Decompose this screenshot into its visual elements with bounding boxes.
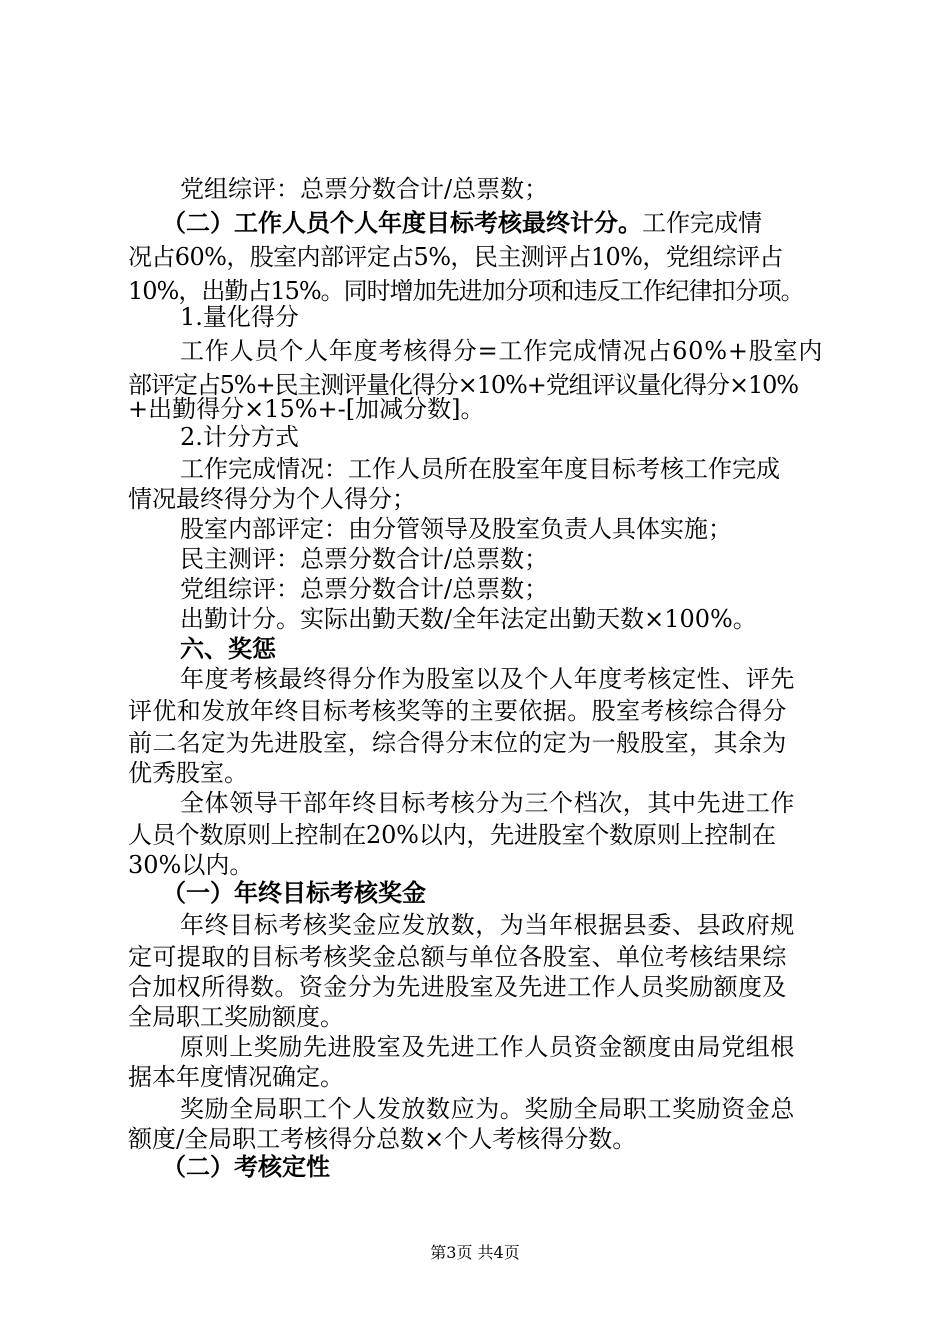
text-line: 出勤计分。实际出勤天数/全年法定出勤天数×100%。 xyxy=(180,605,757,633)
text-line xyxy=(162,206,762,240)
text-line: 优秀股室。 xyxy=(128,759,248,787)
text-line: +出勤得分×15%+-[加减分数]。 xyxy=(128,395,485,423)
page-number-footer: 第3页 共4页 xyxy=(430,1243,520,1262)
text-line: 年终目标考核奖金应发放数，为当年根据县委、县政府规 xyxy=(180,911,795,939)
text-line: 评优和发放年终目标考核奖等的主要依据。股室考核综合得分 xyxy=(128,697,787,725)
text-line: 额度/全局职工考核得分总数×个人考核得分数。 xyxy=(128,1125,637,1153)
section-heading: 六、奖惩 xyxy=(180,635,276,663)
text-line: 股室内部评定：由分管领导及股室负责人具体实施； xyxy=(180,515,732,543)
section-heading: （二）考核定性 xyxy=(162,1153,330,1181)
text-line: 党组综评：总票分数合计/总票数； xyxy=(180,575,549,603)
text-line: 况占60%，股室内部评定占5%，民主测评占10%，党组综评占 xyxy=(128,243,783,271)
text-line: 前二名定为先进股室，综合得分末位的定为一般股室，其余为 xyxy=(128,729,787,757)
text-line: 工作人员个人年度考核得分=工作完成情况占60%+股室内 xyxy=(180,337,824,365)
text-line: 部评定占5%+民主测评量化得分×10%+党组评议量化得分×10% xyxy=(128,371,798,399)
text-line: 全局职工奖励额度。 xyxy=(128,1003,344,1031)
text-line: 定可提取的目标考核奖金总额与单位各股室、单位考核结果综 xyxy=(128,943,787,971)
text-line: 年度考核最终得分作为股室以及个人年度考核定性、评先 xyxy=(180,665,795,693)
text-line: 30%以内。 xyxy=(128,851,254,879)
text-line: 全体领导干部年终目标考核分为三个档次，其中先进工作 xyxy=(180,789,795,817)
text-line: 党组综评：总票分数合计/总票数； xyxy=(180,175,549,203)
text-line: 民主测评：总票分数合计/总票数； xyxy=(180,545,549,573)
text-line: 原则上奖励先进股室及先进工作人员资金额度由局党组根 xyxy=(180,1033,795,1061)
text-line: 据本年度情况确定。 xyxy=(128,1063,344,1091)
section-heading: （一）年终目标考核奖金 xyxy=(162,879,426,907)
text-line: 人员个数原则上控制在20%以内，先进股室个数原则上控制在 xyxy=(128,821,776,849)
text-run: 工作完成情 xyxy=(642,209,762,237)
section-heading: （二）工作人员个人年度目标考核最终计分。 xyxy=(162,209,642,237)
text-line: 10%，出勤占15%。同时增加先进加分项和违反工作纪律扣分项。 xyxy=(128,277,804,305)
text-line: 合加权所得数。资金分为先进股室及先进工作人员奖励额度及 xyxy=(128,973,787,1001)
text-line: 奖励全局职工个人发放数应为。奖励全局职工奖励资金总 xyxy=(180,1095,795,1123)
text-line: 2.计分方式 xyxy=(180,423,299,451)
text-line: 1.量化得分 xyxy=(180,303,299,331)
text-line: 工作完成情况：工作人员所在股室年度目标考核工作完成 xyxy=(180,455,780,483)
text-line: 情况最终得分为个人得分； xyxy=(128,485,416,513)
